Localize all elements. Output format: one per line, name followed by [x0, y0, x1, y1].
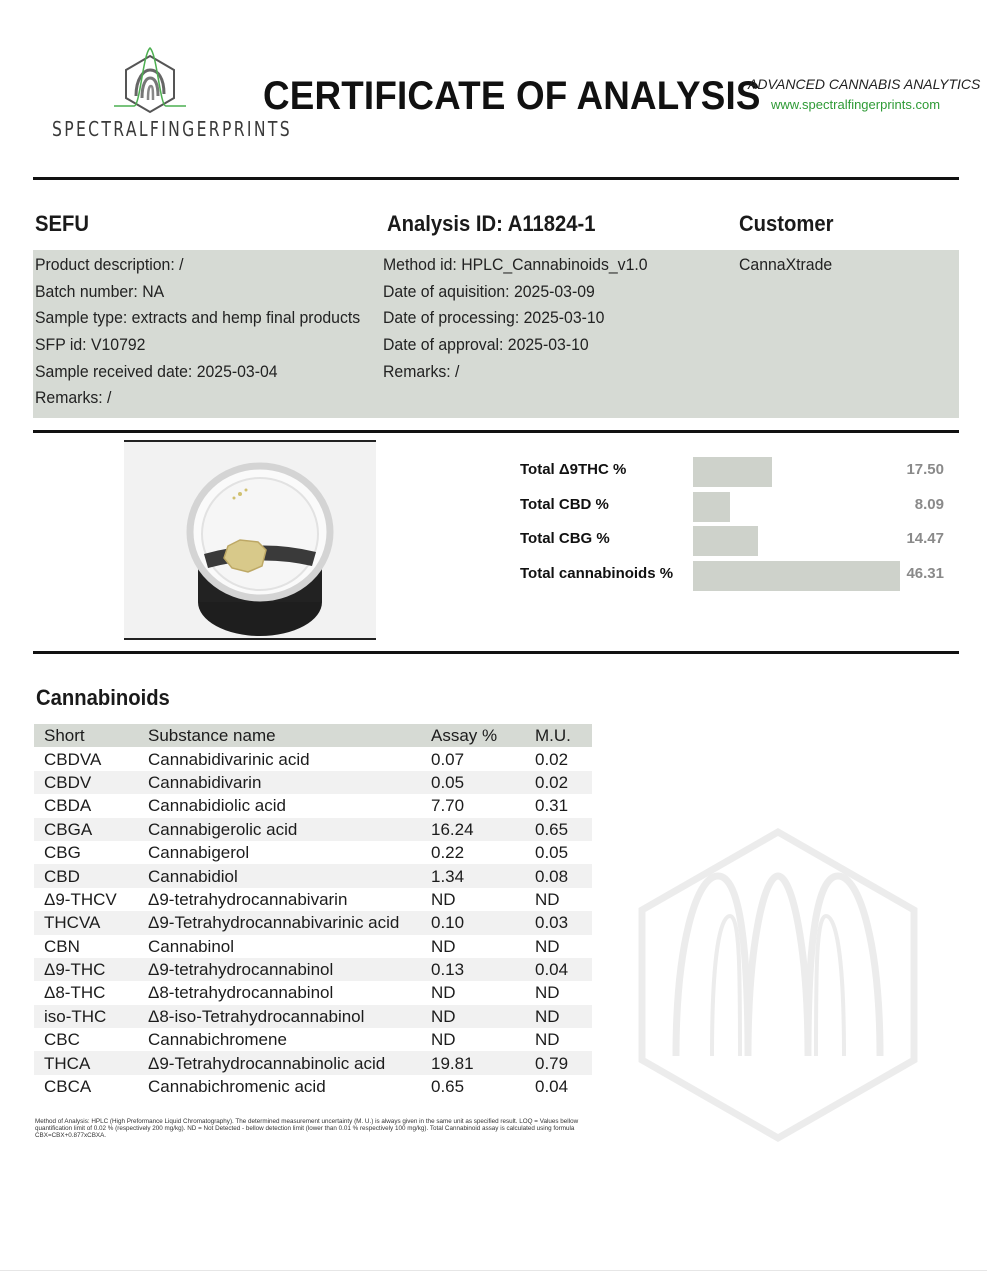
assay-percent: ND — [421, 1005, 525, 1028]
divider — [33, 430, 959, 433]
batch-number: Batch number: NA — [35, 282, 165, 301]
measurement-uncertainty: 0.02 — [525, 771, 592, 794]
measurement-uncertainty: ND — [535, 983, 560, 1003]
short-name: CBDV — [34, 771, 138, 794]
measurement-uncertainty: 0.31 — [535, 796, 569, 816]
substance-name: Δ9-tetrahydrocannabinol — [138, 958, 421, 981]
table-row — [34, 818, 592, 841]
total-cbg-bar — [693, 526, 758, 556]
total-cbg-value: 14.47 — [906, 530, 944, 547]
assay-percent: 0.65 — [431, 1077, 465, 1097]
cannabinoids-heading: Cannabinoids — [36, 685, 170, 710]
short-name: CBGA — [34, 818, 138, 841]
short-name: CBCA — [44, 1077, 92, 1097]
measurement-uncertainty: ND — [535, 889, 560, 909]
date-of-processing: Date of processing: 2025-03-10 — [383, 308, 605, 327]
substance-name: Δ9-Tetrahydrocannabinolic acid — [138, 1051, 421, 1074]
short-name: THCVA — [34, 911, 138, 934]
sample-type: Sample type: extracts and hemp final products — [35, 308, 361, 327]
total-cannabinoids-label: Total cannabinoids % — [520, 565, 674, 582]
assay-percent: 16.24 — [421, 818, 525, 841]
measurement-uncertainty: ND — [535, 936, 560, 956]
substance-name: Cannabidiolic acid — [148, 796, 286, 816]
substance-name: Δ8-tetrahydrocannabinol — [148, 983, 334, 1003]
measurement-uncertainty: ND — [525, 1005, 592, 1028]
short-name: CBD — [34, 864, 138, 887]
date-of-acquisition: Date of aquisition: 2025-03-09 — [383, 282, 595, 301]
table-row — [34, 935, 592, 958]
assay-percent: 0.13 — [421, 958, 525, 981]
total-cbd-bar — [693, 492, 730, 522]
column-header: M.U. — [525, 724, 592, 747]
remarks-left: Remarks: / — [35, 388, 112, 407]
assay-percent: ND — [431, 1030, 456, 1050]
sample-info-panel — [33, 250, 959, 418]
substance-name: Cannabichromenic acid — [148, 1077, 326, 1097]
measurement-uncertainty: 0.65 — [525, 818, 592, 841]
table-row — [34, 864, 592, 887]
divider — [33, 651, 959, 654]
assay-percent: ND — [431, 889, 456, 909]
company-tagline: ADVANCED CANNABIS ANALYTICS — [748, 76, 981, 92]
substance-name: Cannabidivarinic acid — [148, 749, 310, 769]
short-name: iso-THC — [34, 1005, 138, 1028]
date-of-approval: Date of approval: 2025-03-10 — [383, 335, 589, 354]
substance-name: Cannabidiol — [138, 864, 421, 887]
substance-name: Δ9-Tetrahydrocannabivarinic acid — [138, 911, 421, 934]
table-row — [34, 888, 592, 911]
table-row — [34, 747, 592, 770]
measurement-uncertainty: 0.08 — [525, 864, 592, 887]
substance-name: Cannabichromene — [148, 1030, 287, 1050]
divider — [33, 177, 959, 180]
short-name: CBDA — [44, 796, 92, 816]
table-header-row — [34, 724, 592, 747]
cannabinoids-table — [34, 724, 592, 1098]
table-row — [34, 911, 592, 934]
table-row — [34, 1075, 592, 1098]
short-name: CBG — [44, 843, 81, 863]
substance-name: Cannabinol — [148, 936, 235, 956]
total-thc-label: Total Δ9THC % — [520, 461, 627, 478]
substance-name: Cannabigerol — [148, 843, 250, 863]
measurement-uncertainty: 0.04 — [525, 958, 592, 981]
table-row — [34, 1005, 592, 1028]
table-row — [34, 1028, 592, 1051]
analysis-id: Analysis ID: A11824-1 — [387, 211, 596, 236]
column-header: Short — [34, 724, 138, 747]
logo-watermark — [636, 826, 920, 1144]
total-thc-bar — [693, 457, 772, 487]
short-name: Δ9-THC — [34, 958, 138, 981]
assay-percent: 19.81 — [421, 1051, 525, 1074]
method-footnote: Method of Analysis: HPLC (High Preformance Liquid Chromatography). The determined measurement uncertainty (M. U.) is always given in the same unit as specified result. LOQ = Values bellow quantification limit of 0.02 % (respectively 200 mg/kg). ND = Not Detected - bellow detection limit (lower than 0.01 % respectively 100 mg/kg). Total Cannabinoid assay is calculated using formula CBX=CBX+0.877xCBXA. — [35, 1118, 579, 1139]
table-row — [34, 841, 592, 864]
assay-percent: 0.22 — [431, 843, 465, 863]
product-description: Product description: / — [35, 255, 184, 274]
measurement-uncertainty: 0.02 — [535, 749, 569, 769]
total-cbd-value: 8.09 — [914, 496, 944, 513]
table-row — [34, 794, 592, 817]
measurement-uncertainty: 0.04 — [535, 1077, 569, 1097]
measurement-uncertainty: 0.05 — [535, 843, 569, 863]
remarks-middle: Remarks: / — [383, 362, 460, 381]
substance-name: Cannabidivarin — [138, 771, 421, 794]
table-row — [34, 1051, 592, 1074]
substance-name: Δ9-tetrahydrocannabivarin — [148, 889, 348, 909]
total-cannabinoids-bar — [693, 561, 900, 591]
assay-percent: ND — [431, 983, 456, 1003]
table-row — [34, 771, 592, 794]
customer-heading: Customer — [739, 211, 834, 236]
logo-wordmark: SPECTRALFINGERPRINTS — [52, 117, 292, 141]
column-header: Assay % — [421, 724, 525, 747]
measurement-uncertainty: 0.03 — [525, 911, 592, 934]
total-cannabinoids-value: 46.31 — [906, 565, 944, 582]
sample-received-date: Sample received date: 2025-03-04 — [35, 362, 278, 381]
table-row — [34, 958, 592, 981]
assay-percent: ND — [431, 936, 456, 956]
total-cbd-label: Total CBD % — [520, 496, 609, 513]
customer-name: CannaXtrade — [739, 255, 833, 274]
assay-percent: 1.34 — [421, 864, 525, 887]
sfp-id: SFP id: V10792 — [35, 335, 146, 354]
measurement-uncertainty: 0.79 — [525, 1051, 592, 1074]
substance-name: Δ8-iso-Tetrahydrocannabinol — [138, 1005, 421, 1028]
method-id: Method id: HPLC_Cannabinoids_v1.0 — [383, 255, 648, 274]
measurement-uncertainty: ND — [535, 1030, 560, 1050]
short-name: Δ8-THC — [44, 983, 106, 1003]
total-cbg-label: Total CBG % — [520, 530, 610, 547]
sample-photo — [124, 440, 376, 640]
assay-percent: 7.70 — [431, 796, 465, 816]
total-thc-value: 17.50 — [906, 461, 944, 478]
substance-name: Cannabigerolic acid — [138, 818, 421, 841]
document-title: CERTIFICATE OF ANALYSIS — [263, 74, 761, 118]
website-link[interactable]: www.spectralfingerprints.com — [771, 97, 941, 112]
assay-percent: 0.05 — [421, 771, 525, 794]
product-name: SEFU — [35, 211, 89, 236]
assay-percent: 0.10 — [421, 911, 525, 934]
short-name: CBDVA — [44, 749, 102, 769]
page-edge — [0, 1270, 987, 1271]
short-name: CBC — [44, 1030, 80, 1050]
short-name: Δ9-THCV — [44, 889, 117, 909]
short-name: CBN — [44, 936, 80, 956]
table-row — [34, 981, 592, 1004]
column-header: Substance name — [138, 724, 421, 747]
assay-percent: 0.07 — [431, 749, 465, 769]
short-name: THCA — [34, 1051, 138, 1074]
